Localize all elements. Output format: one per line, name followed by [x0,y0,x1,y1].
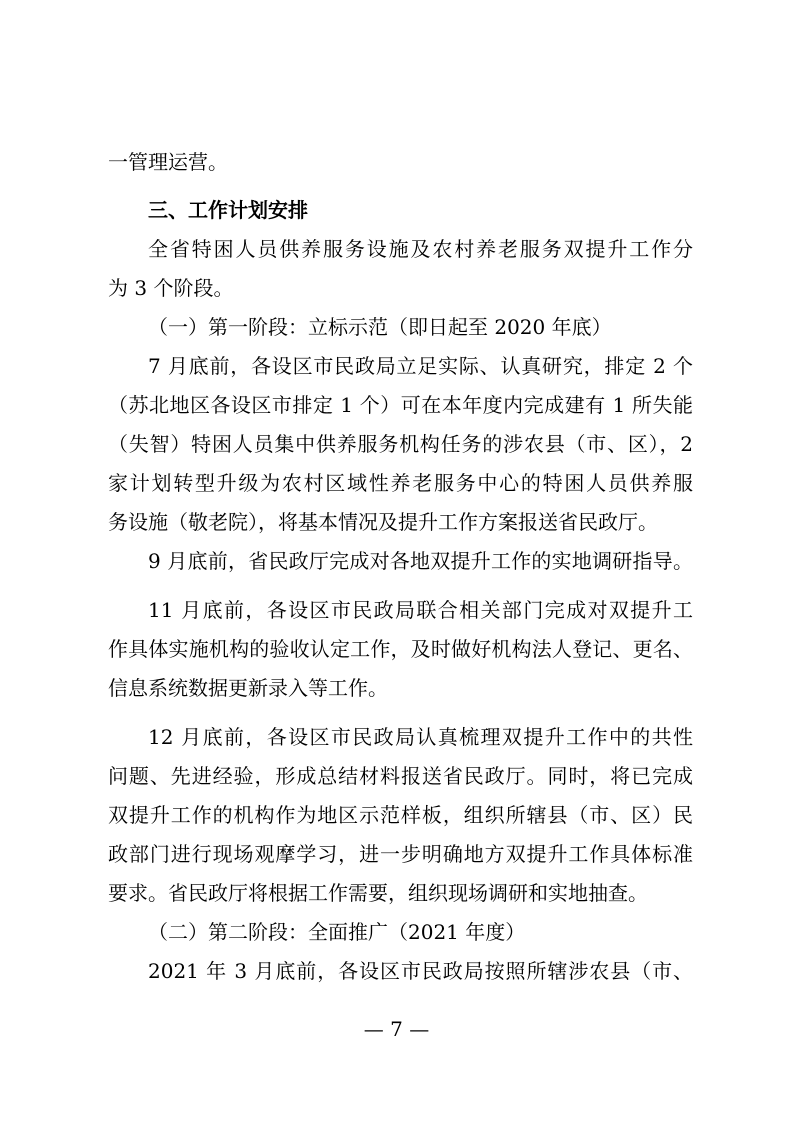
paragraph-line: 11 月底前，各设区市民政局联合相关部门完成对双提升工 [148,598,693,622]
paragraph-line: （失智）特困人员集中供养服务机构任务的涉农县（市、区），2 [108,432,693,456]
paragraph-line: 政部门进行现场观摩学习，进一步明确地方双提升工作具体标准 [108,842,693,866]
paragraph-line: 信息系统数据更新录入等工作。 [108,676,388,700]
paragraph-line: 12 月底前，各设区市民政局认真梳理双提升工作中的共性 [148,725,693,749]
paragraph-line: 9 月底前，省民政厅完成对各地双提升工作的实地调研指导。 [148,549,693,573]
subsection-heading: （一）第一阶段：立标示范（即日起至 2020 年底） [148,315,612,339]
page-number: — 7 — [363,1017,430,1041]
section-heading: 三、工作计划安排 [148,198,308,222]
paragraph-line: 2021 年 3 月底前，各设区市民政局按照所辖涉农县（市、 [148,959,693,983]
paragraph-line: 为 3 个阶段。 [108,276,234,300]
paragraph-line: 问题、先进经验，形成总结材料报送省民政厅。同时，将已完成 [108,764,693,788]
paragraph-line: 要求。省民政厅将根据工作需要，组织现场调研和实地抽查。 [108,881,648,905]
subsection-heading: （二）第二阶段：全面推广（2021 年度） [148,920,526,944]
paragraph-line: （苏北地区各设区市排定 1 个）可在本年度内完成建有 1 所失能 [108,393,693,417]
paragraph-line: 务设施（敬老院），将基本情况及提升工作方案报送省民政厅。 [108,510,658,534]
paragraph-line: 家计划转型升级为农村区域性养老服务中心的特困人员供养服 [108,471,693,495]
paragraph-line: 7 月底前，各设区市民政局立足实际、认真研究，排定 2 个 [148,354,693,378]
paragraph-line: 双提升工作的机构作为地区示范样板，组织所辖县（市、区）民 [108,803,693,827]
paragraph-line: 一管理运营。 [108,150,228,174]
paragraph-line: 作具体实施机构的验收认定工作，及时做好机构法人登记、更名、 [108,637,693,661]
paragraph-line: 全省特困人员供养服务设施及农村养老服务双提升工作分 [148,237,693,261]
